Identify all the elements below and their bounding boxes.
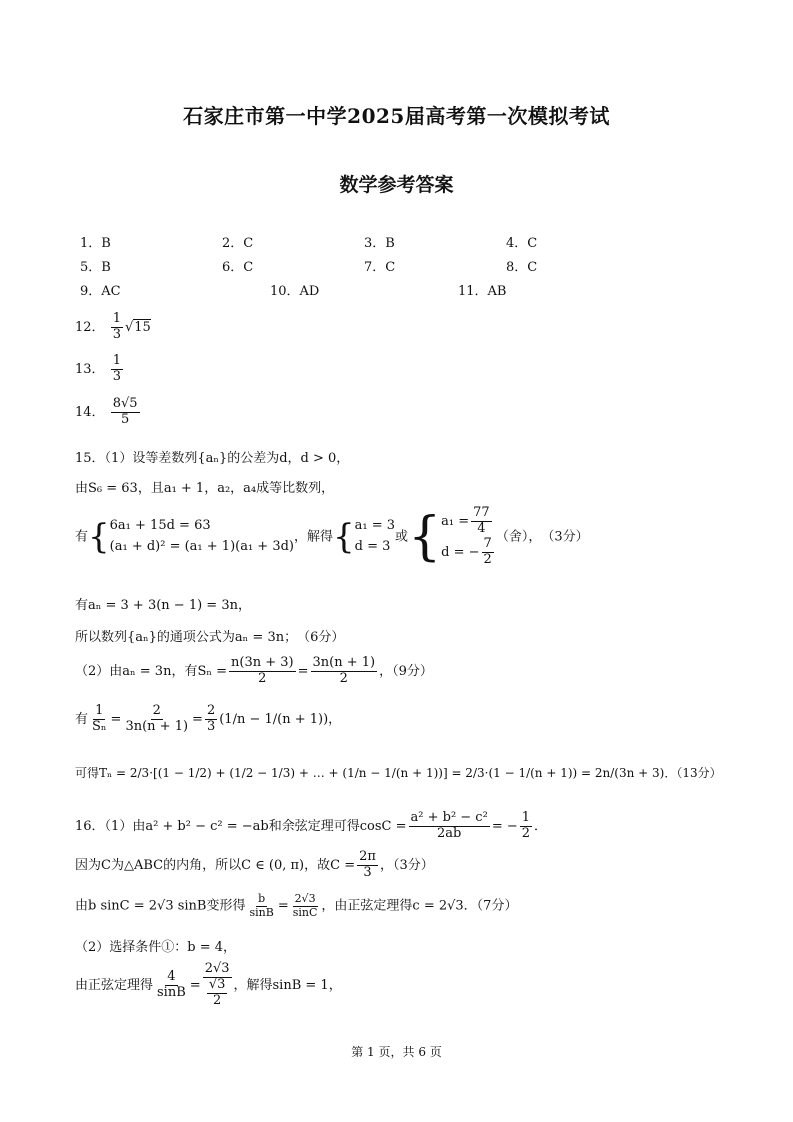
q15-line-8: 可得Tₙ = 2/3·[(1 − 1/2) + (1/2 − 1/3) + … + (1/n − 1/(n + 1))] = 2/3·(1 − 1/(n + 1)) = 2n/(3n + 3)．（13分） (75, 766, 722, 780)
answer-10: 10．AD (270, 284, 320, 299)
answer-5: 5．B (80, 260, 111, 275)
answer-11: 11．AB (458, 284, 507, 299)
q15-line-3: 有{ 6a₁ + 15d = 63 (a₁ + d)² = (a₁ + 1)(a₁ + 3d) ，解得{ a₁ = 3 d = 3 或{ a₁ = $\frac{77}{4}$ d = − $\frac{7}{2}$ （舍）， （3分） (75, 505, 589, 567)
q16-line-3: 由b sinC = 2√3 sinB变形得 $\frac{b}{\sin B}$ = $\frac{2√3}{\sin C}$ ，由正弦定理得c = 2√3．（7分） (75, 892, 518, 919)
answer-14: 14． $\frac{8√5}{5}$ (75, 396, 138, 427)
q16-line-5: 由正弦定理得 $\frac{4}{\sin B}$ = $\frac{2√3}{\frac{√3}{2}}$ ，解得sinB = 1， (75, 961, 342, 1008)
q16-line-4: （2）选择条件①：b = 4， (75, 940, 237, 955)
answer-9: 9．AC (80, 284, 121, 299)
answer-2: 2．C (222, 236, 254, 251)
answer-12: 12． $\frac{1}{3}$ √15 (75, 311, 151, 342)
answer-1: 1．B (80, 236, 111, 251)
page-title: 石家庄市第一中学2025届高考第一次模拟考试 (183, 104, 610, 128)
answer-13: 13． $\frac{1}{3}$ (75, 353, 121, 384)
page-subtitle: 数学参考答案 (339, 174, 454, 196)
answer-3: 3．B (364, 236, 395, 251)
answer-6: 6．C (222, 260, 254, 275)
q15-line-6: （2）由aₙ = 3n，有Sₙ = $\frac{n(3n + 3)}{2}$ = $\frac{3n(n + 1)}{2}$ ，（9分） (75, 655, 433, 686)
page-footer: 第 1 页，共 6 页 (351, 1045, 442, 1059)
q15-line-5: 所以数列{aₙ}的通项公式为aₙ = 3n； （6分） (75, 630, 345, 645)
answer-7: 7．C (364, 260, 396, 275)
answer-4: 4．C (506, 236, 538, 251)
q16-line-1: 16．（1）由a² + b² − c² = −ab和余弦定理可得cosC = $\frac{\text{a² + b² − c²}}{2ab}$ = − $\frac{1}{2}$ ． (75, 810, 548, 841)
answer-8: 8．C (506, 260, 538, 275)
q15-line-1: 15．（1）设等差数列{aₙ}的公差为d，d > 0， (75, 451, 350, 466)
q16-line-2: 因为C为△ABC的内角，所以C ∈ (0, π)，故C = $\frac{2\pi}{3}$ ，（3分） (75, 849, 434, 880)
q15-line-7: 有 $\frac{1}{\text{Sₙ}}$ = $\frac{2}{3n(n + 1)}$ = $\frac{2}{3}$ (1/n − 1/(n + 1))， (75, 703, 342, 734)
q15-line-4: 有aₙ = 3 + 3(n − 1) = 3n， (75, 598, 251, 613)
q15-line-2: 由S₆ = 63，且a₁ + 1，a₂，a₄成等比数列， (75, 481, 335, 496)
